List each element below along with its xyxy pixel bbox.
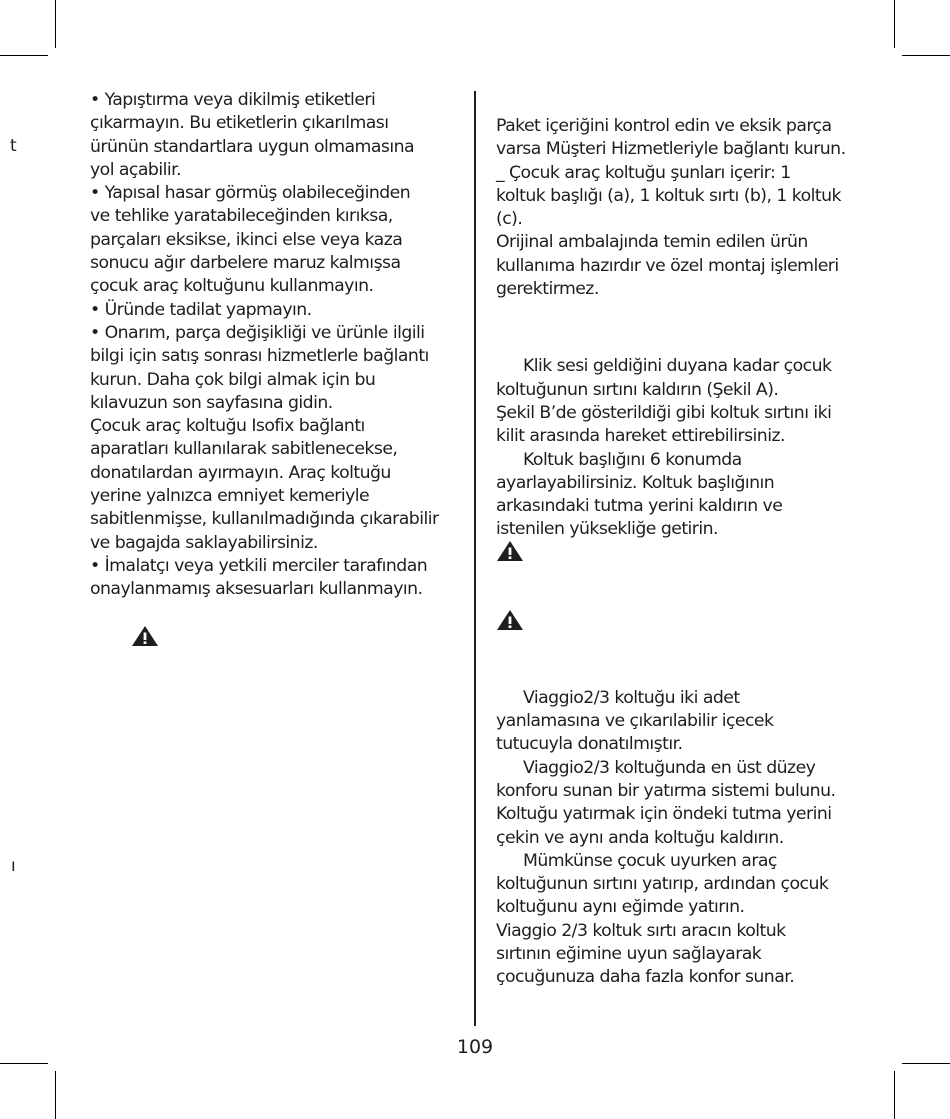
warning-icon xyxy=(496,540,524,562)
text-line: kurun. Daha çok bilgi almak için bu xyxy=(90,369,376,390)
text-line: _ Çocuk araç koltuğu şunları içerir: 1 xyxy=(496,162,791,183)
text-line: • Yapısal hasar görmüş olabileceğinden xyxy=(90,183,411,204)
text-line: sonucu ağır darbelere maruz kalmışsa xyxy=(90,253,401,274)
text-line: yanlamasına ve çıkarılabilir içecek xyxy=(496,711,774,732)
page-number: 109 xyxy=(456,1036,494,1058)
crop-mark xyxy=(0,55,48,56)
text-line: Viaggio2/3 koltuğunda en üst düzey xyxy=(523,757,816,778)
text-line: parçaları eksikse, ikinci else veya kaza xyxy=(90,229,403,250)
crop-mark xyxy=(902,1063,950,1064)
text-line: çocuk araç koltuğunu kullanmayın. xyxy=(90,276,374,297)
left-column xyxy=(90,89,470,602)
text-line: sırtının eğimine uyun sağlayarak xyxy=(496,944,762,965)
text-line: yerine yalnızca emniyet kemeriyle xyxy=(90,486,370,507)
text-line: sabitlenmişse, kullanılmadığında çıkarabilir xyxy=(90,509,439,530)
text-line: Çocuk araç koltuğu Isofix bağlantı xyxy=(90,416,365,437)
text-line: • İmalatçı veya yetkili merciler tarafından xyxy=(90,555,428,576)
package-contents-section xyxy=(496,115,872,301)
text-line: • Yapıştırma veya dikilmiş etiketleri xyxy=(90,90,376,110)
crop-mark xyxy=(0,1063,48,1064)
text-line: ve bagajda saklayabilirsiniz. xyxy=(90,532,318,553)
text-line: Orijinal ambalajında temin edilen ürün xyxy=(496,232,808,253)
text-line: bilgi için satış sonrası hizmetlerle bağlantı xyxy=(90,346,429,367)
text-line: Viaggio2/3 koltuğu iki adet xyxy=(523,687,740,708)
text-line: konforu sunan bir yatırma sistemi bulunu. xyxy=(496,780,836,801)
text-line: çıkarmayın. Bu etiketlerin çıkarılması xyxy=(90,113,389,134)
text-line: Paket içeriğini kontrol edin ve eksik parça xyxy=(496,116,832,136)
text-line: koltuğunun sırtını kaldırın (Şekil A). xyxy=(496,379,779,400)
warning-icon xyxy=(131,625,159,647)
text-line: Mümkünse çocuk uyurken araç xyxy=(523,850,777,871)
text-line: yol açabilir. xyxy=(90,159,182,180)
text-line: ürünün standartlara uygun olmamasına xyxy=(90,136,415,157)
text-line: ayarlayabilirsiniz. Koltuk başlığının xyxy=(496,472,775,493)
text-line: • Onarım, parça değişikliği ve ürünle ilgili xyxy=(90,322,425,343)
text-line: Koltuk başlığını 6 konumda xyxy=(523,449,742,470)
text-line: Şekil B’de gösterildiği gibi koltuk sırtını iki xyxy=(496,402,832,423)
text-line: koltuk başlığı (a), 1 koltuk sırtı (b), 1 koltuk xyxy=(496,185,841,206)
crop-mark xyxy=(902,55,950,56)
text-line: kilit arasında hareket ettirebilirsiniz. xyxy=(496,426,785,447)
text-line: kullanıma hazırdır ve özel montaj işlemleri xyxy=(496,255,839,276)
text-line: istenilen yüksekliğe getirin. xyxy=(496,519,718,540)
right-column xyxy=(496,115,872,990)
crop-mark xyxy=(55,1071,56,1119)
text-line: (c). xyxy=(496,209,523,230)
margin-mark-top: t xyxy=(10,136,17,156)
text-line: tutucuyla donatılmıştır. xyxy=(496,734,683,755)
column-divider xyxy=(474,91,476,1026)
features-section xyxy=(496,687,872,990)
text-line: donatılardan ayırmayın. Araç koltuğu xyxy=(90,462,391,483)
text-line: koltuğunu aynı eğimde yatırın. xyxy=(496,897,745,918)
text-line: arkasındaki tutma yerini kaldırın ve xyxy=(496,496,783,517)
adjustment-section xyxy=(496,355,872,541)
crop-mark xyxy=(894,0,895,48)
crop-mark xyxy=(55,0,56,48)
text-line: Klik sesi geldiğini duyana kadar çocuk xyxy=(523,356,832,377)
text-line: kılavuzun son sayfasına gidin. xyxy=(90,392,333,413)
text-line: gerektirmez. xyxy=(496,279,599,300)
margin-mark-bottom: ו xyxy=(11,856,16,876)
text-line: onaylanmamış aksesuarları kullanmayın. xyxy=(90,579,423,600)
text-line: Koltuğu yatırmak için öndeki tutma yerini xyxy=(496,804,832,825)
text-line: koltuğunun sırtını yatırıp, ardından çocuk xyxy=(496,874,829,895)
text-line: aparatları kullanılarak sabitlenecekse, xyxy=(90,439,398,460)
text-line: Viaggio 2/3 koltuk sırtı aracın koltuk xyxy=(496,920,786,941)
text-line: ve tehlike yaratabileceğinden kırıksa, xyxy=(90,206,393,227)
crop-mark xyxy=(894,1071,895,1119)
text-line: çocuğunuza daha fazla konfor sunar. xyxy=(496,967,795,988)
warning-icon xyxy=(496,609,524,631)
text-line: çekin ve aynı anda koltuğu kaldırın. xyxy=(496,827,784,848)
text-line: varsa Müşteri Hizmetleriyle bağlantı kurun. xyxy=(496,139,846,160)
text-line: • Üründe tadilat yapmayın. xyxy=(90,299,312,320)
